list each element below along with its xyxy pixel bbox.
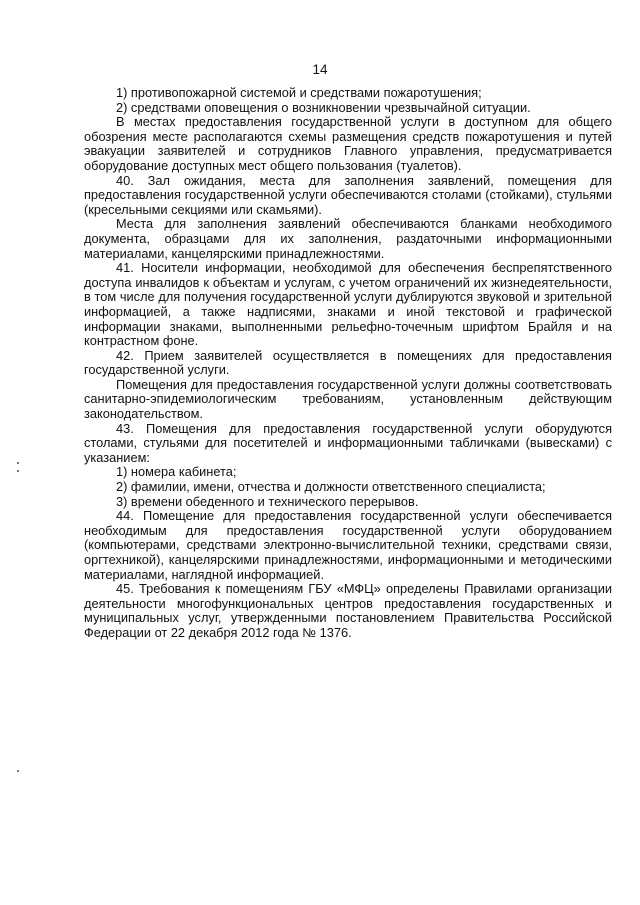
page-number: 14 (312, 62, 328, 77)
paragraph: 41. Носители информации, необходимой для обеспечения беспрепятственного доступа инвалидов к объектам и услугам, с учетом ограничений их жизнедеятельности, в том числе для получения государственной услуги дублируются звуковой и зрительной информацией, а также надписями, знаками и иной текстовой и графической информации знаками, выполненными рельефно-точечным шрифтом Брайля и на контрастном фоне. (84, 260, 612, 349)
paragraph: В местах предоставления государственной услуги в доступном для общего обозрения месте располагаются схемы размещения средств пожаротушения и путей эвакуации заявителей и сотрудников Главного управления, предусматривается оборудование доступных мест общего пользования (туалетов). (84, 114, 612, 173)
paragraph: 43. Помещения для предоставления государственной услуги оборудуются столами, стульями для посетителей и информационными табличками (вывесками) с указанием: (84, 420, 612, 465)
paragraph: 45. Требования к помещениям ГБУ «МФЦ» определены Правилами организации деятельности многофункциональных центров предоставления государственных и муниципальных услуг, утвержденными постановлением Правительства Российской Федерации от 22 декабря 2012 года № 1376. (84, 581, 612, 640)
paragraph: 3) времени обеденного и технического перерывов. (116, 493, 419, 509)
paragraph: 44. Помещение для предоставления государственной услуги обеспечивается необходимым для предоставления государственной услуги оборудованием (компьютерами, средствами электронно-вычислительной техники, средствами связи, оргтехникой), канцелярскими принадлежностями, информационными и методическими материалами, наглядной информацией. (84, 508, 612, 582)
scan-speck (17, 770, 19, 772)
paragraph: 2) средствами оповещения о возникновении чрезвычайной ситуации. (116, 99, 531, 115)
paragraph: 42. Прием заявителей осуществляется в помещениях для предоставления государственной услуги. (84, 347, 612, 378)
paragraph: 1) номера кабинета; (116, 464, 237, 480)
paragraph: 40. Зал ожидания, места для заполнения заявлений, помещения для предоставления государственной услуги обеспечиваются столами (стойками), стульями (кресельными секциями или скамьями). (84, 172, 612, 217)
scan-speck (17, 470, 19, 472)
paragraph: 2) фамилии, имени, отчества и должности ответственного специалиста; (116, 479, 546, 495)
paragraph: Помещения для предоставления государственной услуги должны соответствовать санитарно-эпидемиологическим требованиям, установленным действующим законодательством. (84, 376, 612, 422)
document-body (84, 86, 612, 641)
paragraph: Места для заполнения заявлений обеспечиваются бланками необходимого документа, образцами для их заполнения, раздаточными информационными материалами, канцелярскими принадлежностями. (84, 216, 612, 261)
paragraph: 1) противопожарной системой и средствами пожаротушения; (116, 85, 482, 100)
scan-speck (17, 462, 19, 464)
